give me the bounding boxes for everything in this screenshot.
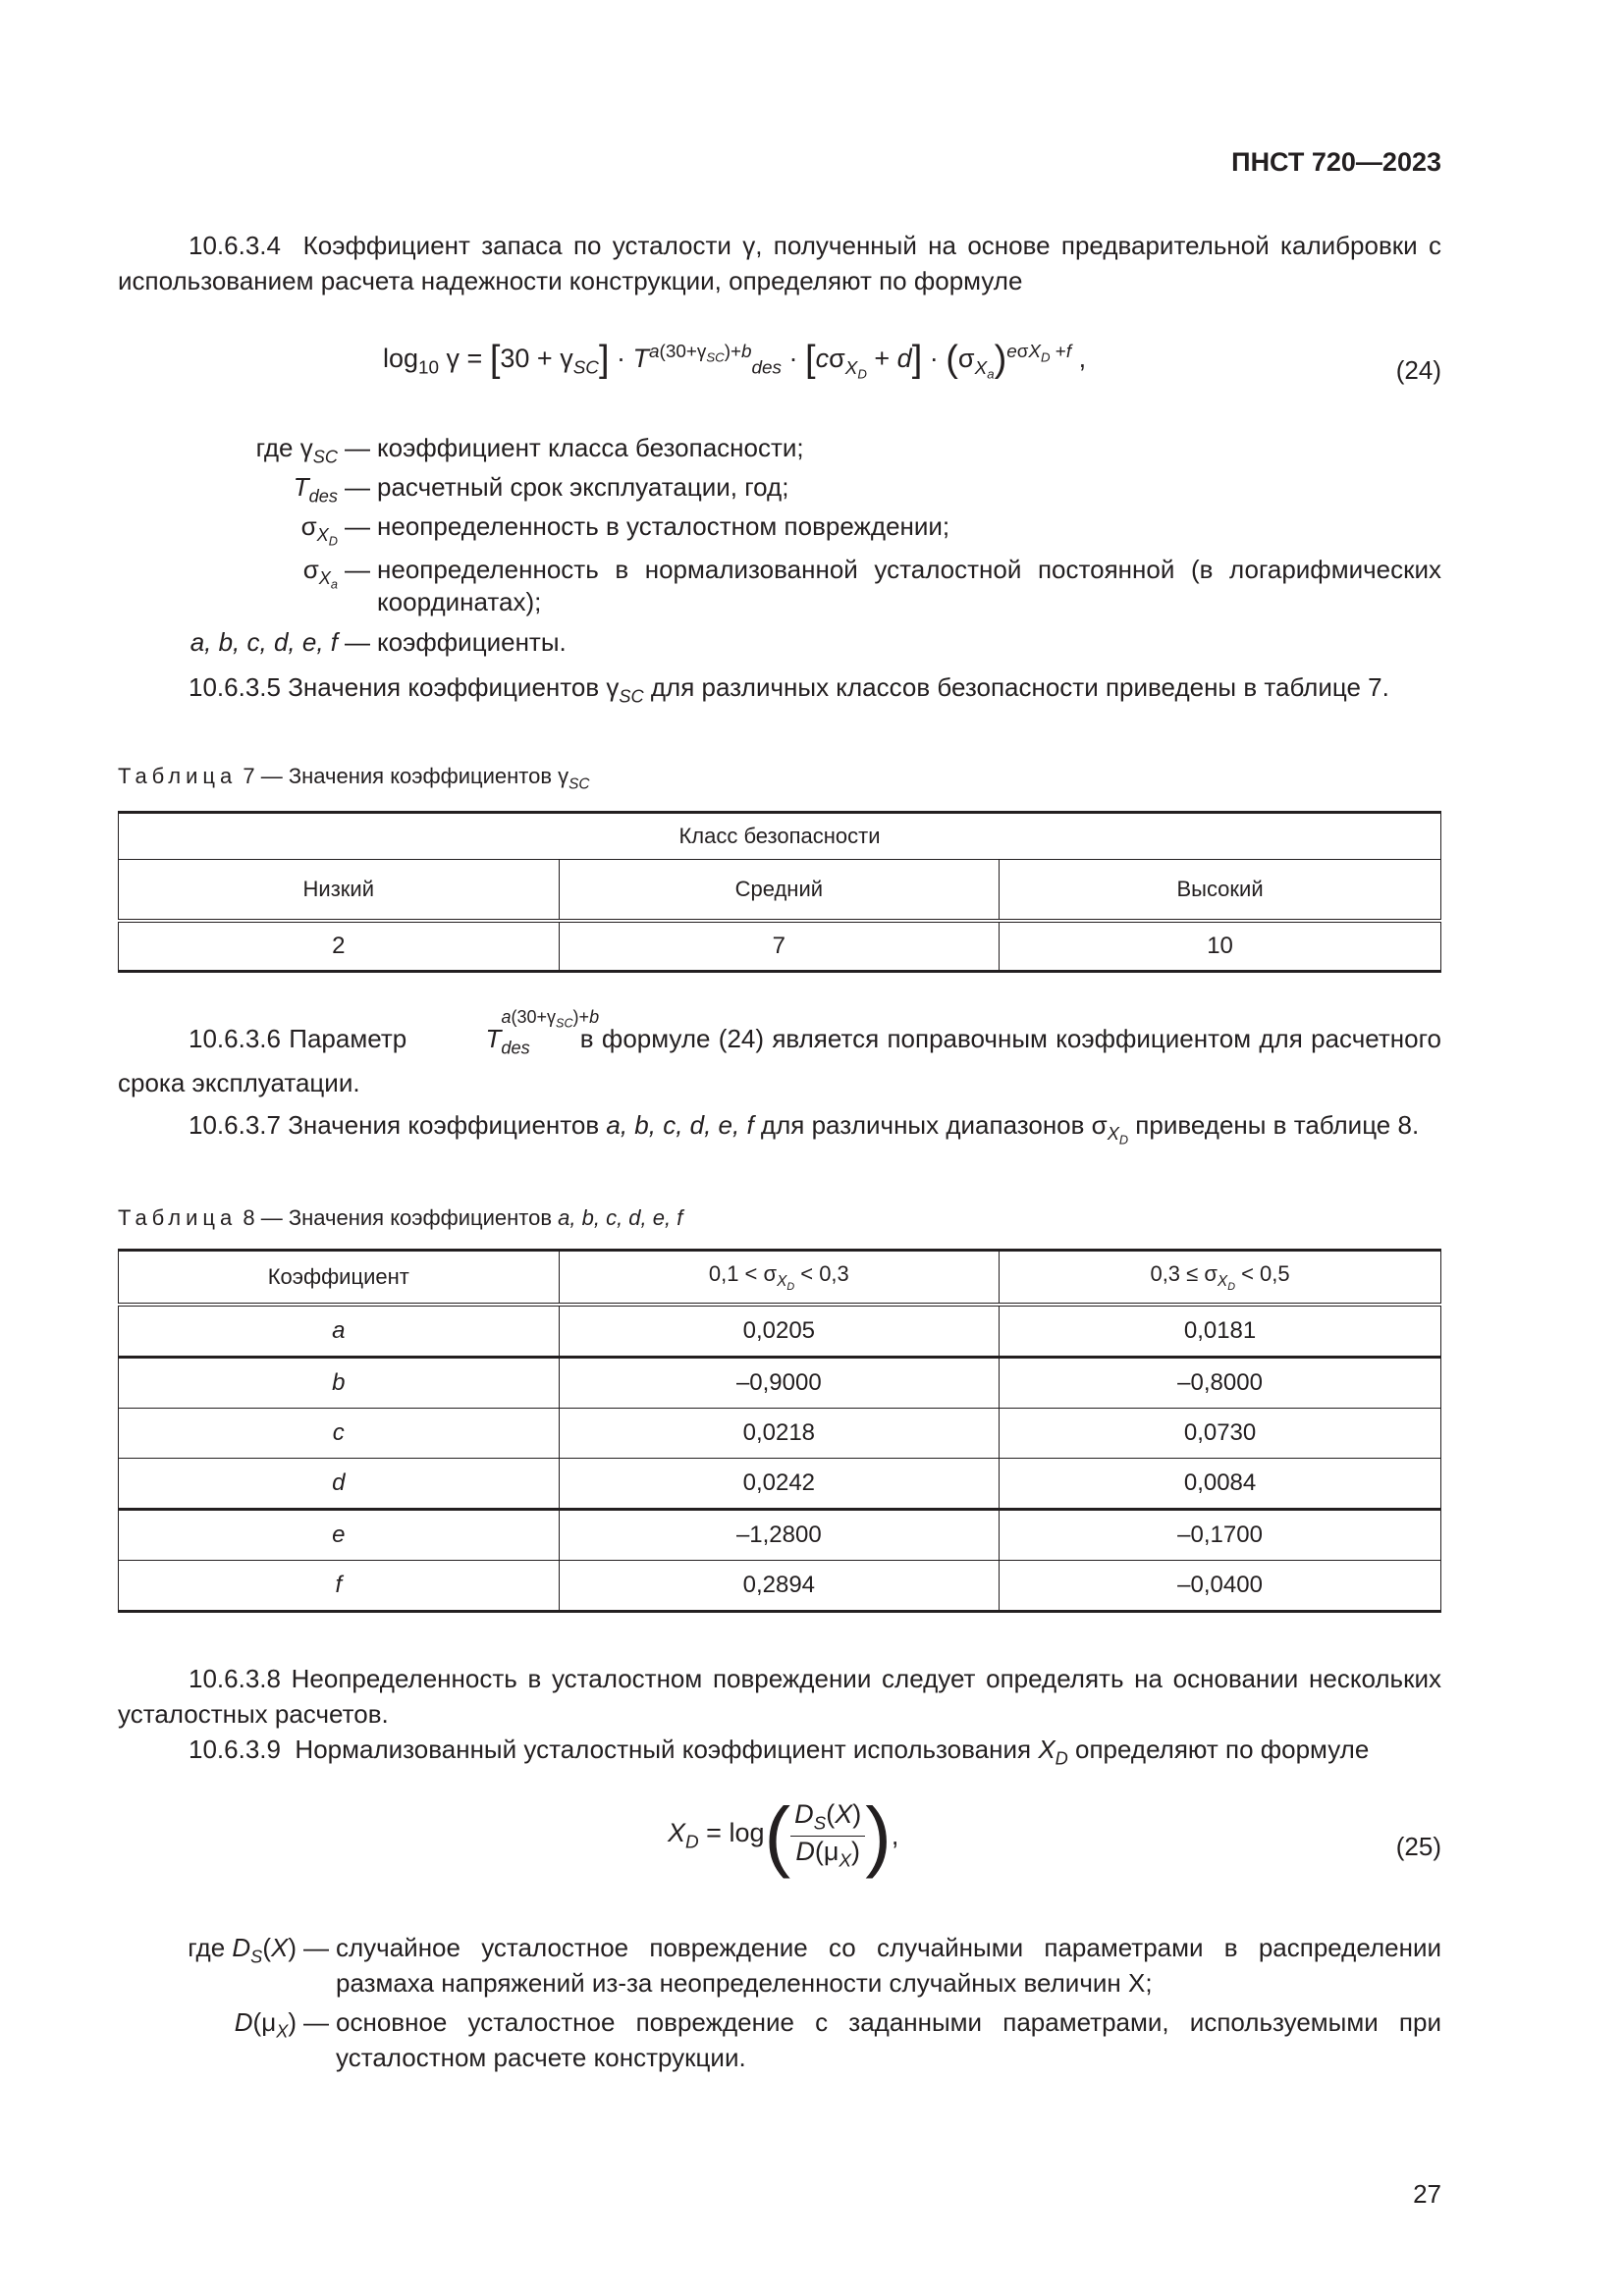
- table-8-cell: d: [119, 1459, 560, 1510]
- paragraph-10-6-3-5: 10.6.3.5 Значения коэффициентов $\gamma_{SC}$ для различных классов безопасности приведены в таблице 7.: [189, 672, 1389, 707]
- table-7: [118, 811, 1441, 973]
- paragraph-10-6-3-6: 10.6.3.6 Параметр $T_{des}$ $a(30+\gamma_{SC})+b$ в формуле (24) является поправочным коэффициентом для расчетного срока эксплуатации.: [118, 1007, 1441, 1098]
- table-7-cell: 2: [119, 921, 560, 972]
- table-8-cell: 0,0242: [559, 1459, 1000, 1510]
- table-7-header: Высокий: [1000, 860, 1441, 922]
- where-term: $\sigma_{X_D}$: [300, 511, 338, 549]
- table-7-header: Средний: [559, 860, 1000, 922]
- where-term: $D(\mu_X)$: [234, 2007, 297, 2042]
- paragraph-10-6-3-8: 10.6.3.8 Неопределенность в усталостном повреждении следует определять на основании нескольких усталостных расчетов.: [118, 1664, 1441, 1729]
- formula-25: $X_D = \log$ ( $D_S(X)$ $D(\mu_X)$ ) ,: [668, 1791, 899, 1879]
- table-8-header: Коэффициент: [119, 1251, 560, 1306]
- equation-number-24: (24): [1395, 355, 1441, 385]
- table-7-caption: Таблица 7 — Значения коэффициентов $\gamma_{SC}$: [118, 764, 590, 793]
- table-8-cell: 0,2894: [559, 1561, 1000, 1612]
- table-8-cell: 0,0084: [1000, 1459, 1441, 1510]
- table-8-cell: c: [119, 1409, 560, 1459]
- table-8-cell: –0,0400: [1000, 1561, 1441, 1612]
- page-number: 27: [1413, 2179, 1441, 2209]
- where-definition: случайное усталостное повреждение со случайными параметрами в распределении размаха напряжений из-за неопределенности случайных величин X;: [336, 1933, 1441, 1998]
- table-8-header: $0,3 \le \sigma_{X_D} < 0,5$: [1000, 1251, 1441, 1306]
- equation-number-25: (25): [1395, 1832, 1441, 1861]
- formula-24: $\log_{10} \gamma = [30 + \gamma_{SC}] \cdot T^{a(30+\gamma_{SC})+b}_{des} \cdot [c\sigma_{X_D} + d] \cdot (\sigma_{X_a})^{e\sigma X_D +f}$ ,: [383, 339, 1087, 382]
- where-term: где $D_S(X)$: [188, 1933, 297, 1967]
- table-8-cell: 0,0218: [559, 1409, 1000, 1459]
- where-definition: коэффициенты.: [377, 627, 567, 657]
- where-term: a, b, c, d, e, f: [189, 627, 338, 657]
- table-8-cell: 0,0730: [1000, 1409, 1441, 1459]
- where-list-25: где $D_S(X)$ — случайное усталостное повреждение со случайными параметрами в распределении размаха напряжений из-за неопределенности случайных величин X; $D(\mu_X)$ — основное усталостное повреждение с заданными параметрами, используемыми при усталостном расчете конструкции.: [118, 1930, 1441, 2075]
- where-term: $T_{des}$: [293, 472, 338, 507]
- where-term: $\sigma_{X_a}$: [302, 555, 338, 592]
- table-8-cell: f: [119, 1561, 560, 1612]
- where-definition: неопределенность в нормализованной усталостной постоянной (в логарифмических координатах);: [377, 555, 1441, 616]
- where-definition: расчетный срок эксплуатации, год;: [377, 472, 789, 502]
- paragraph-10-6-3-7: 10.6.3.7 Значения коэффициентов a, b, c, d, e, f для различных диапазонов $\sigma_{X_D}$ приведены в таблице 8.: [189, 1110, 1420, 1148]
- where-definition: неопределенность в усталостном повреждении;: [377, 511, 950, 541]
- where-list-24: где $\gamma_{SC}$ — коэффициент класса безопасности; $T_{des}$ — расчетный срок эксплуатации, год; $\sigma_{X_D}$ — неопределенность в усталостном повреждении; $\sigma_{X_a}$ — неопределенность в нормализованной усталостной постоянной (в логарифмических координатах); a, b, c, d, e, f — коэффициенты.: [118, 432, 1441, 659]
- table-8-cell: a: [119, 1305, 560, 1358]
- document-header: ПНСТ 720—2023: [1231, 147, 1441, 177]
- table-8-cell: 0,0205: [559, 1305, 1000, 1358]
- table-8: [118, 1249, 1441, 1613]
- table-8-cell: –1,2800: [559, 1510, 1000, 1561]
- table-7-header: Низкий: [119, 860, 560, 922]
- table-8-cell: e: [119, 1510, 560, 1561]
- table-7-cell: 10: [1000, 921, 1441, 972]
- table-8-caption: Таблица 8 — Значения коэффициентов a, b, c, d, e, f: [118, 1205, 683, 1230]
- table-8-cell: –0,8000: [1000, 1358, 1441, 1409]
- where-definition: основное усталостное повреждение с заданными параметрами, используемыми при усталостном расчете конструкции.: [336, 2007, 1441, 2072]
- table-7-cell: 7: [559, 921, 1000, 972]
- table-7-group-header: Класс безопасности: [119, 813, 1441, 860]
- table-8-cell: 0,0181: [1000, 1305, 1441, 1358]
- paragraph-10-6-3-4: 10.6.3.4 Коэффициент запаса по усталости γ, полученный на основе предварительной калибровки с использованием расчета надежности конструкции, определяют по формуле: [118, 231, 1441, 295]
- where-term: где $\gamma_{SC}$: [255, 433, 338, 467]
- table-8-cell: –0,9000: [559, 1358, 1000, 1409]
- paragraph-10-6-3-9: 10.6.3.9 Нормализованный усталостный коэффициент использования $X_D$ определяют по формуле: [189, 1735, 1370, 1769]
- table-8-cell: –0,1700: [1000, 1510, 1441, 1561]
- where-definition: коэффициент класса безопасности;: [377, 433, 804, 462]
- table-8-header: $0,1 < \sigma_{X_D} < 0,3$: [559, 1251, 1000, 1306]
- table-8-cell: b: [119, 1358, 560, 1409]
